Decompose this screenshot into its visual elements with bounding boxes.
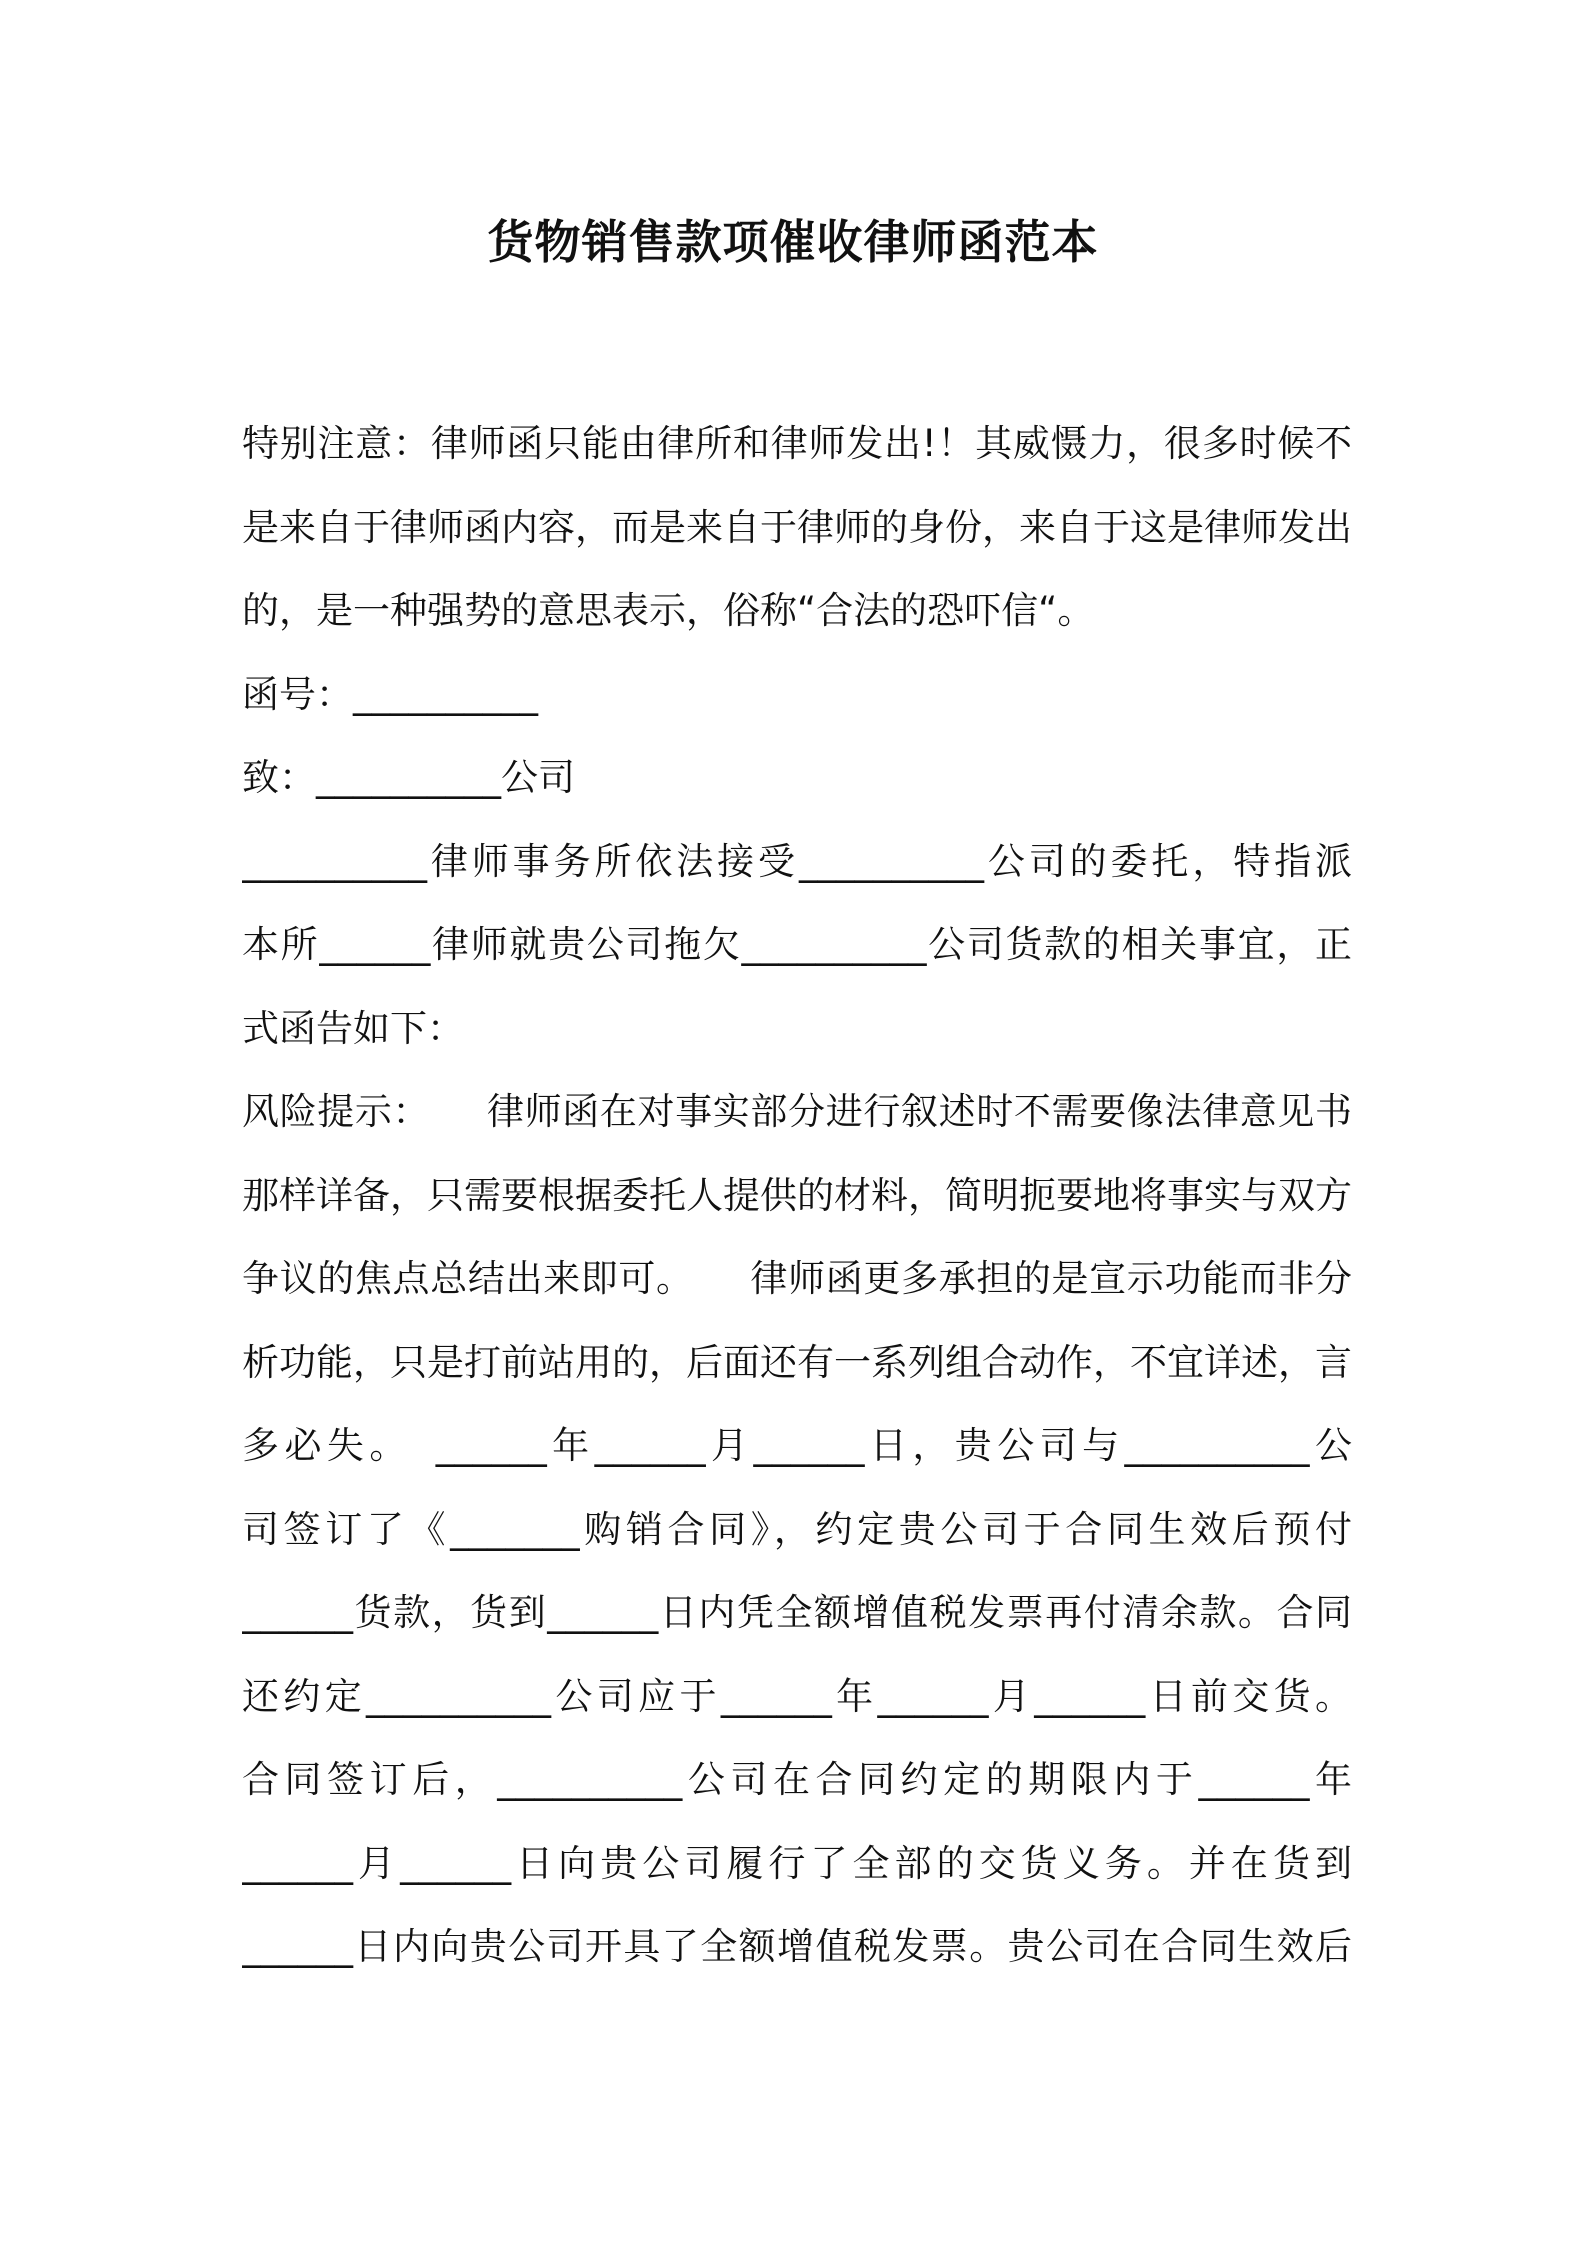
recipient-line: 致：__________公司	[242, 756, 575, 799]
body-line: 合同签订后，__________公司在合同约定的期限内于______年	[242, 1758, 1352, 1801]
body-line: 本所______律师就贵公司拖欠__________公司货款的相关事宜，正	[242, 923, 1352, 966]
document-body	[242, 402, 1352, 1989]
body-line: 争议的焦点总结出来即可。 律师函更多承担的是宣示功能而非分	[242, 1257, 1352, 1300]
body-line: 特别注意：律师函只能由律所和律师发出!！其威慑力，很多时候不	[242, 422, 1352, 465]
risk-note-line: 风险提示： 律师函在对事实部分进行叙述时不需要像法律意见书	[242, 1090, 1352, 1133]
body-line: 析功能，只是打前站用的，后面还有一系列组合动作，不宜详述，言	[242, 1340, 1352, 1384]
body-line: 式函告如下：	[242, 1006, 464, 1050]
letter-number-line: 函号：__________	[242, 672, 538, 716]
body-line: 还约定__________公司应于______年______月______日前交货。	[242, 1674, 1352, 1718]
body-line: 是来自于律师函内容，而是来自于律师的身份，来自于这是律师发出	[242, 505, 1352, 549]
body-line: __________律师事务所依法接受__________公司的委托，特指派	[242, 839, 1352, 883]
body-line: ______货款，货到______日内凭全额增值税发票再付清余款。合同	[242, 1591, 1352, 1634]
body-line: 那样详备，只需要根据委托人提供的材料，简明扼要地将事实与双方	[242, 1173, 1352, 1217]
body-line: 司签订了《_______购销合同》，约定贵公司于合同生效后预付	[242, 1507, 1352, 1551]
body-line: 的，是一种强势的意思表示，俗称“合法的恐吓信“。	[242, 589, 1095, 632]
body-line: ______月______日向贵公司履行了全部的交货义务。并在货到	[242, 1841, 1352, 1885]
document-title: 货物销售款项催收律师函范本	[487, 215, 1099, 269]
body-line: ______日内向贵公司开具了全额增值税发票。贵公司在合同生效后	[242, 1925, 1352, 1968]
body-line: 多必失。 ______年______月______日，贵公司与__________公	[242, 1424, 1352, 1467]
